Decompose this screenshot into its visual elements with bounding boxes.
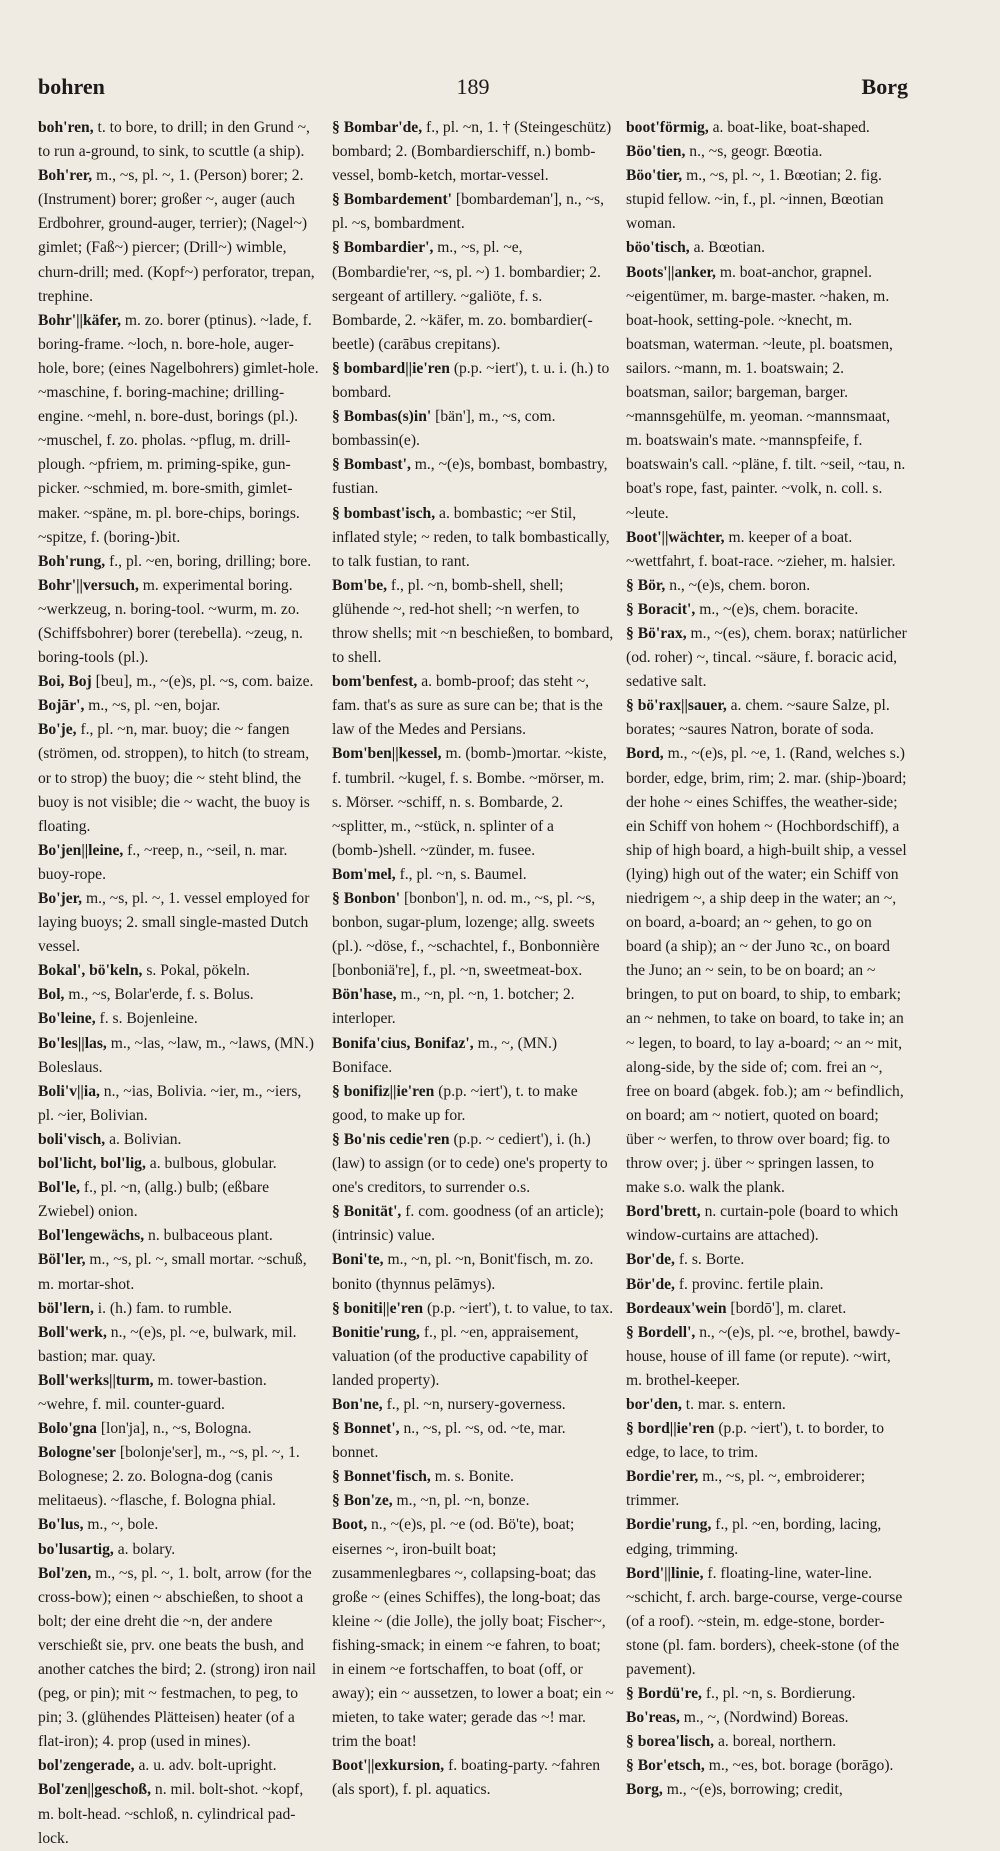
dictionary-entry bbox=[38, 983, 320, 1007]
headword: Bohr'||versuch, bbox=[38, 576, 139, 594]
dictionary-entry bbox=[626, 1297, 908, 1321]
headword: böl'lern, bbox=[38, 1299, 94, 1317]
dictionary-entry bbox=[626, 622, 908, 694]
entry-definition: f., pl. ~en, boring, drilling; bore. bbox=[109, 552, 312, 570]
dictionary-entry bbox=[332, 1489, 614, 1513]
dictionary-entry bbox=[38, 670, 320, 694]
dictionary-entry bbox=[332, 670, 614, 742]
dictionary-entry bbox=[332, 1513, 614, 1754]
headword: Bön'hase, bbox=[332, 986, 397, 1004]
headword: § Bordell', bbox=[626, 1323, 696, 1341]
entry-definition: m., ~es, bot. borage (borāgo). bbox=[708, 1757, 894, 1775]
dictionary-entry bbox=[332, 1465, 614, 1489]
dictionary-entry bbox=[626, 694, 908, 742]
dictionary-entry bbox=[626, 1730, 908, 1754]
dictionary-entry bbox=[38, 1562, 320, 1755]
dictionary-entry bbox=[38, 1513, 320, 1537]
dictionary-entry bbox=[38, 550, 320, 574]
headword: Bo'leine, bbox=[38, 1010, 96, 1028]
entry-definition: m., ~s, Bolar'erde, f. s. Bolus. bbox=[68, 986, 254, 1004]
headword: bor'den, bbox=[626, 1395, 682, 1413]
entry-definition: n. bulbaceous plant. bbox=[148, 1227, 273, 1245]
dictionary-entry bbox=[38, 1778, 320, 1850]
headword: Bol'le, bbox=[38, 1179, 81, 1197]
dictionary-entry bbox=[626, 116, 908, 140]
entry-definition: [bombardeman'], n., ~s, pl. ~s, bombardment. bbox=[332, 191, 604, 233]
entry-definition: (p.p. ~iert'), t. to make good, to make up for. bbox=[332, 1082, 578, 1124]
headword: § bö'rax||sauer, bbox=[626, 697, 727, 715]
headword: Boh'rung, bbox=[38, 552, 106, 570]
headword: bom'benfest, bbox=[332, 673, 418, 691]
dictionary-entry bbox=[332, 1754, 614, 1802]
column-1 bbox=[38, 116, 320, 1847]
headword: Bom'mel, bbox=[332, 865, 396, 883]
entry-definition: a. bombastic; ~er Stil, inflated style; ~ reden, to talk bombastically, to talk fustian, to rant. bbox=[332, 504, 610, 570]
headword: § Bor'etsch, bbox=[626, 1757, 705, 1775]
headword: Boot, bbox=[332, 1516, 368, 1534]
headword: boli'visch, bbox=[38, 1130, 106, 1148]
entry-definition: m., ~, (Nordwind) Boreas. bbox=[683, 1709, 849, 1727]
dictionary-entry bbox=[626, 1706, 908, 1730]
headword: Boot'||wächter, bbox=[626, 528, 725, 546]
headword: Boll'werk, bbox=[38, 1323, 107, 1341]
headword: Bom'be, bbox=[332, 576, 388, 594]
entry-definition: f., pl. ~en, appraisement, valuation (of the productive capability of landed property). bbox=[332, 1323, 588, 1389]
column-3 bbox=[626, 116, 908, 1799]
entry-definition: f., pl. ~en, bording, lacing, edging, trimming. bbox=[626, 1516, 882, 1558]
headword: § Bo'nis cedie'ren bbox=[332, 1130, 450, 1148]
dictionary-entry bbox=[38, 1152, 320, 1176]
entry-definition: [bolonje'ser], m., ~s, pl. ~, 1. Bolognese; 2. zo. Bologna-dog (canis melitaeus). ~flasche, f. Bologna phial. bbox=[38, 1444, 300, 1510]
dictionary-entry bbox=[38, 309, 320, 550]
entry-definition: m., ~n, pl. ~n, Bonit'fisch, m. zo. bonito (thynnus pelāmys). bbox=[332, 1251, 594, 1293]
headword: Boh'rer, bbox=[38, 167, 93, 185]
entry-definition: [lon'ja], n., ~s, Bologna. bbox=[100, 1420, 252, 1438]
entry-definition: n., ~ias, Bolivia. ~ier, m., ~iers, pl. ~ier, Bolivian. bbox=[38, 1082, 302, 1124]
entry-definition: f. floating-line, water-line. ~schicht, f. arch. barge-course, verge-course (of a roof). ~stein, m. edge-stone, border-stone (pl. fam. borders), cheek-stone (of the pavement). bbox=[626, 1564, 903, 1678]
entry-definition: a. bulbous, globular. bbox=[149, 1155, 277, 1173]
dictionary-entry bbox=[626, 1321, 908, 1393]
headword: § Bombast', bbox=[332, 456, 411, 474]
dictionary-entry bbox=[626, 1682, 908, 1706]
dictionary-entry bbox=[38, 839, 320, 887]
dictionary-entry bbox=[626, 1200, 908, 1248]
entry-definition: m., ~s, pl. ~, embroiderer; trimmer. bbox=[626, 1468, 866, 1510]
dictionary-entry bbox=[626, 1562, 908, 1682]
entry-definition: t. mar. s. entern. bbox=[685, 1395, 786, 1413]
dictionary-entry bbox=[38, 1176, 320, 1224]
entry-definition: m. tower-bastion. ~wehre, f. mil. counter-guard. bbox=[38, 1371, 267, 1413]
entry-definition: a. boreal, northern. bbox=[718, 1733, 837, 1751]
dictionary-entry bbox=[332, 742, 614, 862]
dictionary-entry bbox=[626, 1417, 908, 1465]
dictionary-entry bbox=[38, 574, 320, 670]
headword: Bohr'||käfer, bbox=[38, 311, 121, 329]
dictionary-entry bbox=[332, 502, 614, 574]
headword: Boll'werks||turm, bbox=[38, 1371, 154, 1389]
headword: Boni'te, bbox=[332, 1251, 384, 1269]
headword: Bo'reas, bbox=[626, 1709, 680, 1727]
entry-definition: m., ~s, pl. ~, 1. Bœotian; 2. fig. stupid fellow. ~in, f., pl. ~innen, Bœotian woman. bbox=[626, 167, 884, 233]
dictionary-entry bbox=[38, 1224, 320, 1248]
entry-definition: m. zo. borer (ptinus). ~lade, f. boring-frame. ~loch, n. bore-hole, auger-hole, bore; (eines Nagelbohrers) gimlet-hole. ~maschine, f. boring-machine; drilling-engine. ~mehl, n. bore-dust, borings (pl.). ~muschel, f. zo. pholas. ~pflug, m. drill-plough. ~pfriem, m. priming-spike, gun-picker. ~schmied, m. bore-smith, gimlet-maker. ~späne, m. pl. bore-chips, borings. ~spitze, f. (boring-)bit. bbox=[38, 311, 319, 546]
dictionary-entry bbox=[38, 1128, 320, 1152]
headword: Boots'||anker, bbox=[626, 263, 716, 281]
entry-definition: m., ~s, pl. ~en, bojar. bbox=[88, 697, 221, 715]
headword: Bonitie'rung, bbox=[332, 1323, 420, 1341]
dictionary-entry bbox=[626, 164, 908, 236]
headword: § bombast'isch, bbox=[332, 504, 436, 522]
entry-definition: f., pl. ~n, bomb-shell, shell; glühende ~, red-hot shell; ~n werfen, to throw shells; mit ~n beschießen, to bombard, to shell. bbox=[332, 576, 614, 667]
dictionary-entry bbox=[38, 1754, 320, 1778]
dictionary-entry bbox=[332, 405, 614, 453]
dictionary-entry bbox=[626, 742, 908, 1200]
entry-definition: [bän'], m., ~s, com. bombassin(e). bbox=[332, 408, 556, 450]
dictionary-entry bbox=[626, 1248, 908, 1272]
headword: Bol, bbox=[38, 986, 65, 1004]
headword: Böo'tien, bbox=[626, 143, 686, 161]
entry-definition: m., ~n, pl. ~n, bonze. bbox=[396, 1492, 530, 1510]
entry-definition: n. mil. bolt-shot. ~kopf, m. bolt-head. ~schloß, n. cylindrical pad-lock. bbox=[38, 1781, 304, 1847]
headword: Bo'lus, bbox=[38, 1516, 84, 1534]
dictionary-entry bbox=[626, 598, 908, 622]
entry-definition: m., ~las, ~law, m., ~laws, (MN.) Boleslaus. bbox=[38, 1034, 314, 1076]
entry-definition: m. experimental boring. ~werkzeug, n. boring-tool. ~wurm, m. zo. (Schiffsbohrer) borer (terebella). ~zeug, n. boring-tools (pl.). bbox=[38, 576, 303, 667]
headword: Bordie'rung, bbox=[626, 1516, 712, 1534]
entry-definition: n., ~(e)s, pl. ~e, brothel, bawdy-house, house of ill fame (or repute). ~wirt, m. brothel-keeper. bbox=[626, 1323, 901, 1389]
headword: § bombard||ie'ren bbox=[332, 359, 450, 377]
entry-definition: f., pl. ~n, mar. buoy; die ~ fangen (strömen, od. stroppen), to hitch (to stream, or to strop) the buoy; die ~ steht blind, the buoy is not visible; die ~ wacht, the buoy is floating. bbox=[38, 721, 310, 835]
entry-definition: f., pl. ~n, s. Bordierung. bbox=[705, 1685, 856, 1703]
entry-definition: n., ~(e)s, chem. boron. bbox=[669, 576, 811, 594]
headword: Bordeaux'wein bbox=[626, 1299, 727, 1317]
headword: Bokal', bö'keln, bbox=[38, 962, 143, 980]
headword: Bol'lengewächs, bbox=[38, 1227, 145, 1245]
dictionary-entry bbox=[626, 140, 908, 164]
headword: Bord'||linie, bbox=[626, 1564, 704, 1582]
headword: § Bombardement' bbox=[332, 191, 452, 209]
headword: § Bonität', bbox=[332, 1203, 402, 1221]
headword: Bord, bbox=[626, 745, 664, 763]
dictionary-entry bbox=[38, 1080, 320, 1128]
dictionary-entry bbox=[626, 1465, 908, 1513]
dictionary-entry bbox=[626, 1273, 908, 1297]
dictionary-entry bbox=[626, 261, 908, 526]
entry-definition: a. bomb-proof; das steht ~, fam. that's as sure as sure can be; that is the law of the Medes and Persians. bbox=[332, 673, 603, 739]
dictionary-entry bbox=[38, 718, 320, 838]
headword: § Bombar'de, bbox=[332, 119, 423, 136]
dictionary-entry bbox=[332, 983, 614, 1031]
dictionary-entry bbox=[626, 1778, 908, 1802]
dictionary-entry bbox=[332, 357, 614, 405]
entry-definition: [beu], m., ~(e)s, pl. ~s, com. baize. bbox=[95, 673, 314, 691]
dictionary-entry bbox=[332, 1080, 614, 1128]
entry-definition: a. bolary. bbox=[117, 1540, 176, 1558]
headword: § Bordü're, bbox=[626, 1685, 702, 1703]
dictionary-entry bbox=[332, 1128, 614, 1200]
headword: Bolo'gna bbox=[38, 1420, 97, 1438]
dictionary-entry bbox=[332, 236, 614, 356]
dictionary-entry bbox=[38, 164, 320, 309]
headword: § Bonnet', bbox=[332, 1420, 400, 1438]
entry-definition: f., pl. ~n, s. Baumel. bbox=[399, 865, 527, 883]
dictionary-entry bbox=[626, 1393, 908, 1417]
dictionary-entry bbox=[332, 1321, 614, 1393]
dictionary-entry bbox=[626, 574, 908, 598]
entry-definition: m., ~n, pl. ~n, 1. botcher; 2. interloper. bbox=[332, 986, 575, 1028]
dictionary-entry bbox=[38, 1007, 320, 1031]
headword: § Bon'ze, bbox=[332, 1492, 393, 1510]
headword: Bonifa'cius, Bonifaz', bbox=[332, 1034, 474, 1052]
entry-definition: n. curtain-pole (board to which window-curtains are attached). bbox=[626, 1203, 899, 1245]
entry-definition: f. s. Bojenleine. bbox=[99, 1010, 198, 1028]
headword: Bol'zen||geschoß, bbox=[38, 1781, 151, 1799]
headword: Bordie'rer, bbox=[626, 1468, 699, 1486]
entry-definition: m., ~, (MN.) Boniface. bbox=[332, 1034, 558, 1076]
dictionary-entry bbox=[332, 1200, 614, 1248]
headword: Boli'v||ia, bbox=[38, 1082, 100, 1100]
entry-definition: n., ~s, geogr. Bœotia. bbox=[689, 143, 823, 161]
entry-definition: s. Pokal, pökeln. bbox=[146, 962, 250, 980]
headword: § Bombardier', bbox=[332, 239, 434, 257]
headword: Bo'les||las, bbox=[38, 1034, 107, 1052]
entry-definition: m., ~s, pl. ~, 1. bolt, arrow (for the cross-bow); einen ~ abschießen, to shoot a bolt; der eine dreht die ~n, der andere verschießt sie, prv. one beats the bush, and another catches the bird; 2. (strong) iron nail (peg, or pin); mit ~ festmachen, to peg, to pin; 3. (glühendes Plätteisen) heater (of a flat-iron); 4. prop (used in mines). bbox=[38, 1564, 316, 1751]
headword: § bord||ie'ren bbox=[626, 1420, 715, 1438]
headword: Bol'zen, bbox=[38, 1564, 92, 1582]
entry-definition: f., pl. ~n, nursery-governess. bbox=[386, 1395, 566, 1413]
headword: Bor'de, bbox=[626, 1251, 675, 1269]
dictionary-entry bbox=[38, 1297, 320, 1321]
dictionary-entry bbox=[626, 1513, 908, 1561]
entry-definition: f. com. goodness (of an article); (intrinsic) value. bbox=[332, 1203, 604, 1245]
headword: Boi, Boj bbox=[38, 673, 92, 691]
entry-definition: f. s. Borte. bbox=[678, 1251, 745, 1269]
column-2 bbox=[332, 116, 614, 1799]
entry-definition: a. u. adv. bolt-upright. bbox=[138, 1757, 277, 1775]
headword: boot'förmig, bbox=[626, 119, 709, 136]
headword: Borg, bbox=[626, 1781, 663, 1799]
headword: § Bonbon' bbox=[332, 890, 401, 907]
dictionary-entry bbox=[332, 1417, 614, 1465]
entry-definition: m., ~(e)s, borrowing; credit, bbox=[666, 1781, 843, 1799]
dictionary-entry bbox=[38, 1441, 320, 1513]
headword: § Bör, bbox=[626, 576, 666, 594]
entry-definition: a. boat-like, boat-shaped. bbox=[712, 119, 870, 136]
headword: § Bombas(s)in' bbox=[332, 408, 432, 426]
entry-definition: m. boat-anchor, grapnel. ~eigentümer, m. barge-master. ~haken, m. boat-hook, setting-pole. ~knecht, m. boatsman, waterman. ~leute, pl. boatsmen, sailors. ~mann, m. 1. boatswain; 2. boatsman, sailor; bargeman, barger. ~mannsgehülfe, m. yeoman. ~mannsmaat, m. boatswain's mate. ~mannspfeife, f. boatswain's call. ~pläne, f. tilt. ~seil, ~tau, n. boat's rope, fast, painter. ~volk, n. coll. s. ~leute. bbox=[626, 263, 906, 522]
entry-definition: a. chem. ~saure Salze, pl. borates; ~saures Natron, borate of soda. bbox=[626, 697, 890, 739]
headword: Bör'de, bbox=[626, 1275, 675, 1293]
dictionary-entry bbox=[38, 1417, 320, 1441]
dictionary-entry bbox=[332, 574, 614, 670]
headword: § Boracit', bbox=[626, 600, 696, 618]
text-columns bbox=[38, 116, 908, 1847]
headword: Bom'ben||kessel, bbox=[332, 745, 442, 763]
entry-definition: t. to bore, to drill; in den Grund ~, to run a-ground, to sink, to scuttle (a ship). bbox=[38, 119, 310, 161]
dictionary-entry bbox=[332, 863, 614, 887]
entry-definition: (p.p. ~iert'), t. to border, to edge, to lace, to trim. bbox=[626, 1420, 885, 1462]
entry-definition: (p.p. ~ cediert'), i. (h.) (law) to assign (or to cede) one's property to one's creditors, to surrender o.s. bbox=[332, 1130, 608, 1197]
dictionary-entry bbox=[38, 887, 320, 959]
entry-definition: f. provinc. fertile plain. bbox=[678, 1275, 824, 1293]
entry-definition: (p.p. ~iert'), t. to value, to tax. bbox=[426, 1299, 614, 1317]
dictionary-entry bbox=[38, 694, 320, 718]
entry-definition: m., ~(e)s, chem. boracite. bbox=[699, 600, 859, 618]
entry-definition: m., ~s, pl. ~, 1. (Person) borer; 2. (Instrument) borer; großer ~, auger (auch Erdbohrer, ground-auger, terrier); (Nagel~) gimlet; (Faß~) piercer; (Drill~) wimble, churn-drill; med. (Kopf~) perforator, trepan, trephine. bbox=[38, 167, 315, 305]
page-number: 189 bbox=[456, 74, 490, 99]
headword: Böo'tier, bbox=[626, 167, 683, 185]
dictionary-entry bbox=[38, 959, 320, 983]
headword: bol'zengerade, bbox=[38, 1757, 135, 1775]
entry-definition: f., ~reep, n., ~seil, n. mar. buoy-rope. bbox=[38, 841, 288, 883]
entry-definition: m., ~s, pl. ~, 1. vessel employed for laying buoys; 2. small single-masted Dutch vessel. bbox=[38, 890, 310, 956]
headword: bol'licht, bol'lig, bbox=[38, 1155, 146, 1173]
entry-definition: n., ~s, pl. ~s, od. ~te, mar. bonnet. bbox=[332, 1420, 566, 1462]
headword: § Bonnet'fisch, bbox=[332, 1468, 431, 1486]
left-guide-word: bohren bbox=[38, 74, 105, 99]
entry-definition: n., ~(e)s, pl. ~e, bulwark, mil. bastion; mar. quay. bbox=[38, 1323, 297, 1365]
entry-definition: f., pl. ~n, 1. † (Steingeschütz) bombard; 2. (Bombardierschiff, n.) bomb-vessel, bomb-ketch, mortar-vessel. bbox=[332, 119, 612, 185]
headword: Bon'ne, bbox=[332, 1395, 383, 1413]
headword: § Bö'rax, bbox=[626, 624, 687, 642]
headword: Bojār', bbox=[38, 697, 85, 715]
dictionary-entry bbox=[38, 1538, 320, 1562]
headword: Bo'je, bbox=[38, 721, 77, 739]
headword: Bologne'ser bbox=[38, 1444, 116, 1462]
dictionary-entry bbox=[332, 188, 614, 236]
entry-definition: m. (bomb-)mortar. ~kiste, f. tumbril. ~kugel, f. s. Bombe. ~mörser, m. s. Mörser. ~schiff, n. s. Bombarde, 2. ~splitter, m., ~stück, n. splinter of a (bomb-)shell. ~zünder, m. fusee. bbox=[332, 745, 607, 859]
headword: Bo'jen||leine, bbox=[38, 841, 124, 859]
entry-definition: f. boating-party. ~fahren (als sport), f. pl. aquatics. bbox=[332, 1757, 601, 1799]
entry-definition: m. keeper of a boat. ~wettfahrt, f. boat-race. ~zieher, m. halsier. bbox=[626, 528, 896, 570]
dictionary-entry bbox=[38, 1248, 320, 1296]
dictionary-entry bbox=[38, 1321, 320, 1369]
entry-definition: a. Bœotian. bbox=[693, 239, 766, 257]
entry-definition: m. s. Bonite. bbox=[434, 1468, 514, 1486]
headword: boh'ren, bbox=[38, 119, 94, 136]
headword: § boniti||e'ren bbox=[332, 1299, 424, 1317]
dictionary-entry bbox=[626, 526, 908, 574]
entry-definition: [bordō'], m. claret. bbox=[730, 1299, 847, 1317]
entry-definition: m., ~s, pl. ~e, (Bombardie'rer, ~s, pl. ~) 1. bombardier; 2. sergeant of artillery. ~galiöte, f. s. Bombarde, 2. ~käfer, m. zo. bombardier(-beetle) (carābus crepitans). bbox=[332, 239, 601, 353]
dictionary-entry bbox=[332, 453, 614, 501]
entry-definition: m., ~(e)s, bombast, bombastry, fustian. bbox=[332, 456, 608, 498]
dictionary-entry bbox=[332, 1248, 614, 1296]
headword: bo'lusartig, bbox=[38, 1540, 114, 1558]
headword: böo'tisch, bbox=[626, 239, 690, 257]
headword: § bonifiz||ie'ren bbox=[332, 1082, 435, 1100]
entry-definition: (p.p. ~iert'), t. u. i. (h.) to bombard. bbox=[332, 359, 610, 402]
dictionary-entry bbox=[626, 236, 908, 260]
entry-definition: m., ~, bole. bbox=[87, 1516, 159, 1534]
headword: Böl'ler, bbox=[38, 1251, 86, 1269]
dictionary-entry bbox=[38, 1369, 320, 1417]
dictionary-entry bbox=[332, 116, 614, 188]
dictionary-entry bbox=[332, 887, 614, 983]
dictionary-entry bbox=[332, 1393, 614, 1417]
entry-definition: n., ~(e)s, pl. ~e (od. Bö'te), boat; eisernes ~, iron-built boat; zusammenlegbares ~, collapsing-boat; das große ~ (eines Schiffes), the long-boat; das kleine ~ (die Jolle), the jolly boat; Fischer~, fishing-smack; in einem ~e fahren, to boat; in einem ~e fortschaffen, to boat (off, or away); ein ~ aussetzen, to lower a boat; ein ~ mieten, to take water; gerade das ~! mar. trim the boat! bbox=[332, 1516, 614, 1751]
dictionary-entry bbox=[38, 1032, 320, 1080]
dictionary-entry bbox=[626, 1754, 908, 1778]
entry-definition: m., ~(es), chem. borax; natürlicher (od. roher) ~, tincal. ~säure, f. boracic acid, sedative salt. bbox=[626, 624, 907, 691]
page-header bbox=[38, 70, 908, 106]
headword: Boot'||exkursion, bbox=[332, 1757, 445, 1775]
dictionary-entry bbox=[332, 1297, 614, 1321]
entry-definition: f., pl. ~n, (allg.) bulb; (eßbare Zwiebel) onion. bbox=[38, 1179, 270, 1221]
headword: Bo'jer, bbox=[38, 890, 83, 907]
right-guide-word: Borg bbox=[861, 74, 908, 99]
headword: Bord'brett, bbox=[626, 1203, 701, 1221]
entry-definition: [bonbon'], n. od. m., ~s, pl. ~s, bonbon, sugar-plum, lozenge; allg. sweets (pl.). ~döse, f., ~schachtel, f., Bonbonnière [bonboniä're], f., pl. ~n, sweetmeat-box. bbox=[332, 890, 600, 980]
headword: § borea'lisch, bbox=[626, 1733, 715, 1751]
dictionary-entry bbox=[332, 1032, 614, 1080]
entry-definition: m., ~(e)s, pl. ~e, 1. (Rand, welches s.) border, edge, brim, rim; 2. mar. (ship-)board; der hohe ~ eines Schiffes, the weather-side; ein Schiff von hohem ~ (Hochbordschiff), a ship of high board, a high-built ship, a vessel (lying) high out of the water; ein Schiff von niedrigem ~, a ship deep in the water; an ~, on board, a-board; an ~ gehen, to go on board (a ship); an ~ der Juno ꝛc., on board the Juno; an ~ sein, to be on board; an ~ bringen, to put on board, to ship, to embark; an ~ nehmen, to take on board, to take in; an ~ legen, to board, to lay a-board; ~ an ~ mit, along-side, by the side of; com. frei an ~, free on board (abgek. fob.); am ~ befindlich, on board; am ~ notiert, quoted on board; über ~ werfen, to throw over board; fig. to throw over; j. über ~ springen lassen, to make s.o. walk the plank. bbox=[626, 745, 907, 1197]
entry-definition: m., ~s, pl. ~, small mortar. ~schuß, m. mortar-shot. bbox=[38, 1251, 307, 1293]
entry-definition: i. (h.) fam. to rumble. bbox=[97, 1299, 233, 1317]
dictionary-entry bbox=[38, 116, 320, 164]
entry-definition: a. Bolivian. bbox=[109, 1130, 182, 1148]
